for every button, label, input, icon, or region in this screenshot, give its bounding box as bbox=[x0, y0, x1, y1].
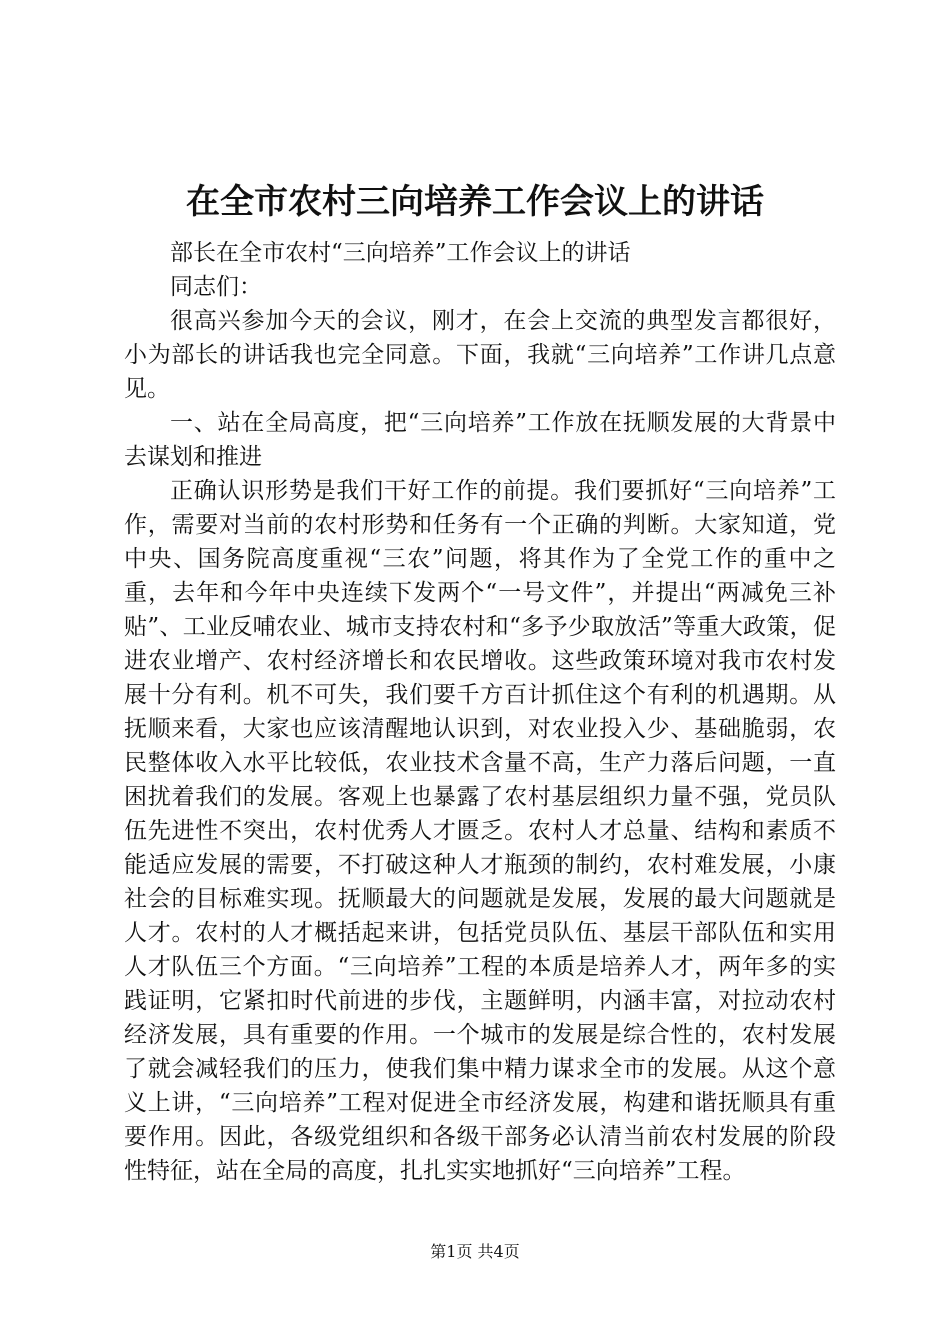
section-heading-paragraph: 一、站在全局高度，把“三向培养”工作放在抚顺发展的大背景中去谋划和推进 bbox=[124, 410, 836, 470]
salutation-paragraph: 同志们： bbox=[170, 274, 262, 300]
document-title: 在全市农村三向培养工作会议上的讲话 bbox=[186, 182, 764, 222]
opening-paragraph: 很高兴参加今天的会议，刚才，在会上交流的典型发言都很好，小为部长的讲话我也完全同意。下面，我就“三向培养”工作讲几点意见。 bbox=[124, 308, 836, 402]
document-body bbox=[124, 236, 836, 1188]
subtitle-paragraph: 部长在全市农村“三向培养”工作会议上的讲话 bbox=[170, 240, 631, 266]
main-body-paragraph: 正确认识形势是我们干好工作的前提。我们要抓好“三向培养”工作，需要对当前的农村形势和任务有一个正确的判断。大家知道，党中央、国务院高度重视“三农”问题，将其作为了全党工作的重中之重，去年和今年中央连续下发两个“一号文件”，并提出“两减免三补贴”、工业反哺农业、城市支持农村和“多予少取放活”等重大政策，促进农业增产、农村经济增长和农民增收。这些政策环境对我市农村发展十分有利。机不可失，我们要千方百计抓住这个有利的机遇期。从抚顺来看，大家也应该清醒地认识到，对农业投入少、基础脆弱，农民整体收入水平比较低，农业技术含量不高，生产力落后问题，一直困扰着我们的发展。客观上也暴露了农村基层组织力量不强，党员队伍先进性不突出，农村优秀人才匮乏。农村人才总量、结构和素质不能适应发展的需要，不打破这种人才瓶颈的制约，农村难发展，小康社会的目标难实现。抚顺最大的问题就是发展，发展的最大问题就是人才。农村的人才概括起来讲，包括党员队伍、基层干部队伍和实用人才队伍三个方面。“三向培养”工程的本质是培养人才，两年多的实践证明，它紧扣时代前进的步伐，主题鲜明，内涵丰富，对拉动农村经济发展，具有重要的作用。一个城市的发展是综合性的，农村发展了就会减轻我们的压力，使我们集中精力谋求全市的发展。从这个意义上讲，“三向培养”工程对促进全市经济发展，构建和谐抚顺具有重要作用。因此，各级党组织和各级干部务必认清当前农村发展的阶段性特征，站在全局的高度，扎扎实实地抓好“三向培养”工程。 bbox=[124, 478, 836, 1184]
page-number-footer: 第1页 共4页 bbox=[430, 1242, 520, 1261]
